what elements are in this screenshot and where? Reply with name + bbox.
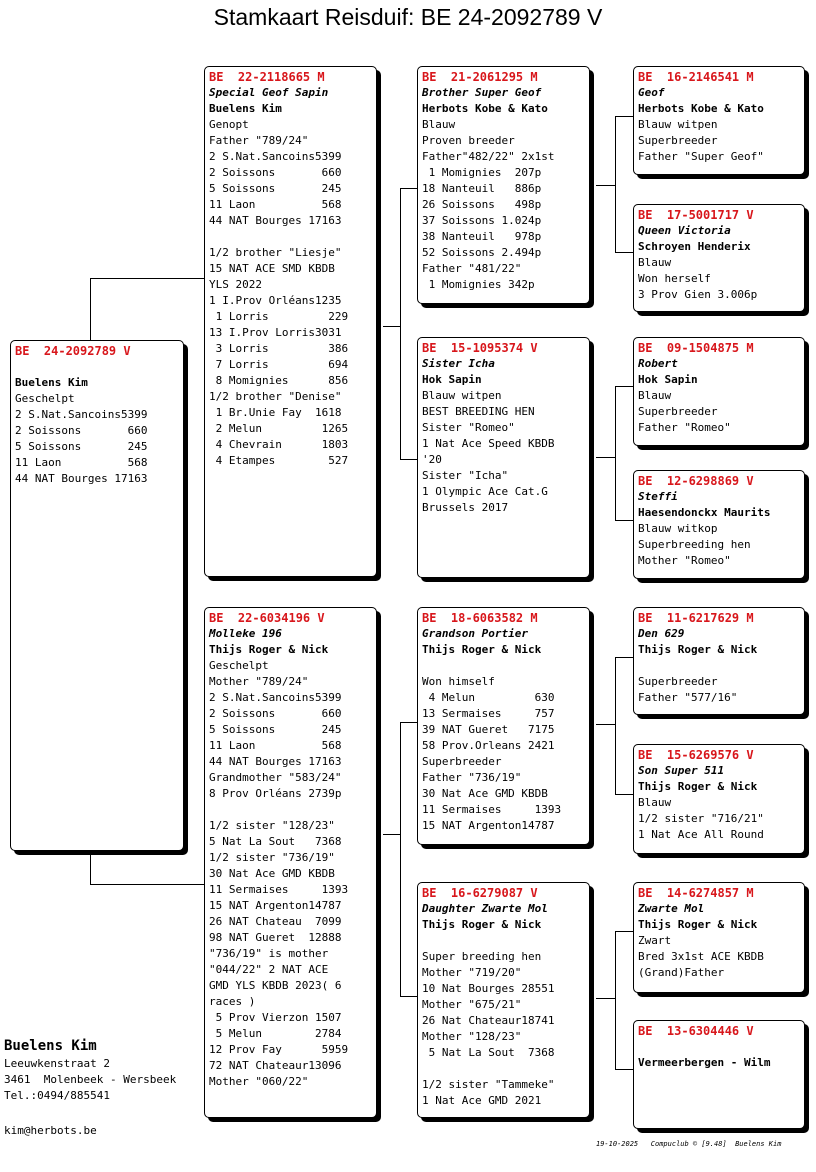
pigeon-notes — [638, 795, 800, 843]
pigeon-name: Steffi — [638, 490, 678, 503]
pigeon-notes — [422, 933, 585, 1109]
connector-line — [383, 834, 400, 835]
connector-line — [90, 278, 91, 341]
note-line: 3 Lorris 386 — [209, 342, 349, 355]
note-line: 5 Prov Vierzon 1507 — [209, 1011, 342, 1024]
note-line: 2 S.Nat.Sancoins5399 — [15, 408, 148, 421]
pigeon-notes — [638, 521, 800, 569]
note-line: Mother "060/22" — [209, 1075, 309, 1088]
pigeon-notes — [209, 658, 372, 1090]
pigeon-card-dam-dam — [417, 882, 590, 1118]
note-line: 7 Lorris 694 — [209, 358, 349, 371]
connector-line — [615, 794, 633, 795]
connector-line — [400, 722, 401, 997]
note-line: Won himself — [422, 675, 495, 688]
note-line — [209, 802, 372, 818]
pigeon-notes — [422, 658, 585, 834]
ring-number: BE 21-2061295 M — [422, 70, 538, 84]
pigeon-notes — [638, 658, 800, 706]
note-line: 2 S.Nat.Sancoins5399 — [209, 691, 342, 704]
note-line — [422, 658, 585, 674]
owner-info — [4, 1036, 176, 1104]
note-line: 1 Momignies 342p — [422, 278, 535, 291]
pigeon-name: Son Super 511 — [638, 764, 725, 777]
note-line: 26 Soissons 498p — [422, 198, 542, 211]
note-line — [209, 229, 372, 245]
note-line: 39 NAT Gueret 7175 — [422, 723, 555, 736]
note-line: 12 Prov Fay 5959 — [209, 1043, 349, 1056]
note-line: Superbreeder — [638, 134, 718, 147]
pigeon-name: Daughter Zwarte Mol — [422, 902, 548, 915]
connector-line — [615, 116, 633, 117]
connector-line — [615, 657, 616, 795]
pigeon-notes — [422, 388, 585, 516]
note-line: Blauw witkop — [638, 522, 718, 535]
note-line: 15 NAT Argenton14787 — [422, 819, 555, 832]
note-line: Mother "719/20" — [422, 966, 522, 979]
note-line: Blauw witpen — [422, 389, 502, 402]
note-line: 11 Laon 568 — [209, 198, 342, 211]
connector-line — [596, 998, 615, 999]
note-line: Father "736/19" — [422, 771, 522, 784]
pigeon-card-sire-dam — [417, 337, 590, 578]
ring-number: BE 14-6274857 M — [638, 886, 754, 900]
pigeon-name: Grandson Portier — [422, 627, 528, 640]
note-line: 1 Nat Ace Speed KBDB — [422, 437, 555, 450]
note-line: 5 Soissons 245 — [209, 182, 342, 195]
pigeon-card-sire-sire — [417, 66, 590, 304]
ring-number: BE 22-6034196 V — [209, 611, 325, 625]
ring-number: BE 13-6304446 V — [638, 1024, 754, 1038]
note-line: Grandmother "583/24" — [209, 771, 342, 784]
note-line: 5 Soissons 245 — [15, 440, 148, 453]
note-line: Sister "Icha" — [422, 469, 509, 482]
note-line: 1/2 brother "Liesje" — [209, 246, 342, 259]
note-line: Superbreeder — [422, 755, 502, 768]
connector-line — [90, 851, 91, 885]
note-line: 44 NAT Bourges 17163 — [209, 755, 342, 768]
note-line: 1/2 sister "716/21" — [638, 812, 764, 825]
breeder-name: Hok Sapin — [422, 373, 482, 386]
ring-number: BE 17-5001717 V — [638, 208, 754, 222]
owner-phone: Tel.:0494/885541 — [4, 1089, 110, 1102]
pigeon-card-dsd — [633, 744, 805, 854]
note-line: 5 Nat La Sout 7368 — [422, 1046, 555, 1059]
breeder-name: Herbots Kobe & Kato — [422, 102, 548, 115]
note-line: 52 Soissons 2.494p — [422, 246, 542, 259]
note-line: 8 Momignies 856 — [209, 374, 349, 387]
note-line: Bred 3x1st ACE KBDB — [638, 950, 764, 963]
connector-line — [615, 1069, 633, 1070]
pigeon-name: Special Geof Sapin — [209, 86, 329, 99]
note-line: Geschelpt — [15, 392, 75, 405]
ring-number: BE 12-6298869 V — [638, 474, 754, 488]
owner-street: Leeuwkenstraat 2 — [4, 1057, 110, 1070]
note-line: Father "789/24" — [209, 134, 309, 147]
note-line: 72 NAT Chateaur13096 — [209, 1059, 342, 1072]
note-line: Blauw — [422, 118, 456, 131]
note-line: 1 Br.Unie Fay 1618 — [209, 406, 342, 419]
connector-line — [400, 188, 417, 189]
pigeon-card-dds — [633, 882, 805, 993]
connector-line — [615, 931, 616, 1070]
note-line: 10 Nat Bourges 28551 — [422, 982, 555, 995]
breeder-name: Schroyen Henderix — [638, 240, 751, 253]
ring-number: BE 24-2092789 V — [15, 344, 131, 358]
note-line: Father "577/16" — [638, 691, 738, 704]
note-line: 2 Soissons 660 — [15, 424, 148, 437]
pigeon-name: Den 629 — [638, 627, 685, 640]
note-line: Father "Romeo" — [638, 421, 731, 434]
note-line: 26 Nat Chateaur18741 — [422, 1014, 555, 1027]
connector-line — [615, 386, 616, 521]
connector-line — [383, 326, 400, 327]
owner-email: kim@herbots.be — [4, 1124, 97, 1137]
note-line: 2 Soissons 660 — [209, 707, 342, 720]
breeder-name: Thijs Roger & Nick — [638, 643, 758, 656]
pigeon-name: Brother Super Geof — [422, 86, 542, 99]
pigeon-notes — [638, 388, 800, 436]
note-line — [422, 1061, 585, 1077]
note-line: 1/2 sister "Tammeke" — [422, 1078, 555, 1091]
connector-line — [90, 884, 204, 885]
ring-number: BE 15-1095374 V — [422, 341, 538, 355]
note-line: 11 Sermaises 1393 — [422, 803, 562, 816]
ring-number: BE 16-6279087 V — [422, 886, 538, 900]
note-line: BEST BREEDING HEN — [422, 405, 535, 418]
note-line: Father"482/22" 2x1st — [422, 150, 555, 163]
breeder-name: Herbots Kobe & Kato — [638, 102, 764, 115]
note-line: Blauw — [638, 389, 672, 402]
note-line: Superbreeding hen — [638, 538, 751, 551]
breeder-name: Haesendonckx Maurits — [638, 506, 771, 519]
pigeon-card-dss — [633, 607, 805, 715]
connector-line — [615, 520, 633, 521]
ring-number: BE 09-1504875 M — [638, 341, 754, 355]
note-line: Geschelpt — [209, 659, 269, 672]
note-line: 44 NAT Bourges 17163 — [209, 214, 342, 227]
owner-name: Buelens Kim — [4, 1038, 97, 1054]
note-line: 1 Olympic Ace Cat.G — [422, 485, 548, 498]
pigeon-card-sdd — [633, 470, 805, 579]
breeder-name: Thijs Roger & Nick — [638, 918, 758, 931]
pigeon-name: Sister Icha — [422, 357, 495, 370]
note-line: 4 Chevrain 1803 — [209, 438, 349, 451]
note-line: Mother "128/23" — [422, 1030, 522, 1043]
pigeon-card-sss — [633, 66, 805, 175]
connector-line — [400, 188, 401, 460]
note-line: Mother "789/24" — [209, 675, 309, 688]
pigeon-name: Queen Victoria — [638, 224, 731, 237]
note-line: Blauw witpen — [638, 118, 718, 131]
pigeon-name — [638, 1039, 800, 1055]
ring-number: BE 15-6269576 V — [638, 748, 754, 762]
pigeon-notes — [638, 933, 800, 981]
note-line: 15 NAT ACE SMD KBDB — [209, 262, 335, 275]
note-line: 1/2 brother "Denise" — [209, 390, 342, 403]
pigeon-card-dam — [204, 607, 377, 1118]
note-line: 1 Momignies 207p — [422, 166, 542, 179]
ring-number: BE 22-2118665 M — [209, 70, 325, 84]
connector-line — [615, 252, 633, 253]
note-line: Superbreeder — [638, 675, 718, 688]
note-line: 26 NAT Chateau 7099 — [209, 915, 342, 928]
note-line: 4 Melun 630 — [422, 691, 555, 704]
note-line: 2 S.Nat.Sancoins5399 — [209, 150, 342, 163]
note-line: Father "481/22" — [422, 262, 522, 275]
note-line: 8 Prov Orléans 2739p — [209, 787, 342, 800]
note-line: 13 Sermaises 757 — [422, 707, 555, 720]
note-line: 44 NAT Bourges 17163 — [15, 472, 148, 485]
note-line: 1 I.Prov Orléans1235 — [209, 294, 342, 307]
note-line: '20 — [422, 453, 442, 466]
note-line: 58 Prov.Orleans 2421 — [422, 739, 555, 752]
connector-line — [90, 278, 204, 279]
note-line — [422, 933, 585, 949]
note-line: Proven breeder — [422, 134, 515, 147]
note-line: "736/19" is mother — [209, 947, 329, 960]
note-line: races ) — [209, 995, 256, 1008]
breeder-name: Thijs Roger & Nick — [422, 643, 542, 656]
note-line: 5 Nat La Sout 7368 — [209, 835, 342, 848]
note-line: 30 Nat Ace GMD KBDB — [422, 787, 548, 800]
note-line — [638, 658, 800, 674]
note-line: 1/2 sister "736/19" — [209, 851, 335, 864]
note-line: 4 Etampes 527 — [209, 454, 349, 467]
note-line: Mother "Romeo" — [638, 554, 731, 567]
note-line: 2 Melun 1265 — [209, 422, 349, 435]
footer-credit: 19-10-2025 Compuclub © [9.48] Buelens Kim — [596, 1140, 782, 1148]
connector-line — [615, 386, 633, 387]
breeder-name: Buelens Kim — [15, 376, 88, 389]
page-title: Stamkaart Reisduif: BE 24-2092789 V — [213, 4, 603, 30]
note-line: Father "Super Geof" — [638, 150, 764, 163]
pigeon-name — [15, 359, 179, 375]
pigeon-notes — [15, 391, 179, 487]
ring-number: BE 18-6063582 M — [422, 611, 538, 625]
note-line: 98 NAT Gueret 12888 — [209, 931, 342, 944]
note-line: 11 Laon 568 — [209, 739, 342, 752]
ring-number: BE 11-6217629 M — [638, 611, 754, 625]
note-line: 11 Sermaises 1393 — [209, 883, 349, 896]
connector-line — [615, 931, 633, 932]
note-line: Super breeding hen — [422, 950, 542, 963]
note-line: 1 Nat Ace GMD 2021 — [422, 1094, 542, 1107]
note-line: Blauw — [638, 796, 672, 809]
pigeon-notes — [209, 117, 372, 469]
pigeon-notes — [638, 117, 800, 165]
pigeon-card-ssd — [633, 204, 805, 312]
pigeon-notes — [422, 117, 585, 293]
ring-number: BE 16-2146541 M — [638, 70, 754, 84]
note-line: 1/2 sister "128/23" — [209, 819, 335, 832]
note-line: Genopt — [209, 118, 249, 131]
note-line: Superbreeder — [638, 405, 718, 418]
note-line: 3 Prov Gien 3.006p — [638, 288, 758, 301]
note-line: 1 Lorris 229 — [209, 310, 349, 323]
connector-line — [615, 657, 633, 658]
pigeon-notes — [638, 255, 800, 303]
note-line: Zwart — [638, 934, 672, 947]
note-line: Blauw — [638, 256, 672, 269]
pigeon-card-sds — [633, 337, 805, 446]
note-line: 11 Laon 568 — [15, 456, 148, 469]
pigeon-card-ddd — [633, 1020, 805, 1129]
breeder-name: Thijs Roger & Nick — [638, 780, 758, 793]
connector-line — [596, 185, 615, 186]
connector-line — [400, 459, 417, 460]
note-line: Won herself — [638, 272, 711, 285]
connector-line — [615, 116, 616, 253]
connector-line — [400, 996, 417, 997]
note-line: 37 Soissons 1.024p — [422, 214, 542, 227]
note-line: "044/22" 2 NAT ACE — [209, 963, 329, 976]
breeder-name: Vermeerbergen - Wilm — [638, 1056, 771, 1069]
note-line: 38 Nanteuil 978p — [422, 230, 542, 243]
owner-city: 3461 Molenbeek - Wersbeek — [4, 1073, 177, 1086]
pigeon-card-subject — [10, 340, 184, 851]
pigeon-name: Molleke 196 — [209, 627, 282, 640]
connector-line — [400, 722, 417, 723]
pigeon-name: Geof — [638, 86, 665, 99]
note-line: 30 Nat Ace GMD KBDB — [209, 867, 335, 880]
breeder-name: Thijs Roger & Nick — [422, 918, 542, 931]
pigeon-name: Robert — [638, 357, 678, 370]
breeder-name: Buelens Kim — [209, 102, 282, 115]
pigeon-card-dam-sire — [417, 607, 590, 845]
note-line: 5 Soissons 245 — [209, 723, 342, 736]
pigeon-card-sire — [204, 66, 377, 577]
note-line: (Grand)Father — [638, 966, 725, 979]
note-line: YLS 2022 — [209, 278, 262, 291]
breeder-name: Thijs Roger & Nick — [209, 643, 329, 656]
note-line: 1 Nat Ace All Round — [638, 828, 764, 841]
connector-line — [596, 724, 615, 725]
connector-line — [596, 457, 615, 458]
note-line: 15 NAT Argenton14787 — [209, 899, 342, 912]
note-line: Brussels 2017 — [422, 501, 509, 514]
pigeon-name: Zwarte Mol — [638, 902, 705, 915]
note-line: 5 Melun 2784 — [209, 1027, 342, 1040]
note-line: 13 I.Prov Lorris3031 — [209, 326, 342, 339]
note-line: 2 Soissons 660 — [209, 166, 342, 179]
note-line: GMD YLS KBDB 2023( 6 — [209, 979, 342, 992]
breeder-name: Hok Sapin — [638, 373, 698, 386]
note-line: Sister "Romeo" — [422, 421, 515, 434]
note-line: Mother "675/21" — [422, 998, 522, 1011]
note-line: 18 Nanteuil 886p — [422, 182, 542, 195]
